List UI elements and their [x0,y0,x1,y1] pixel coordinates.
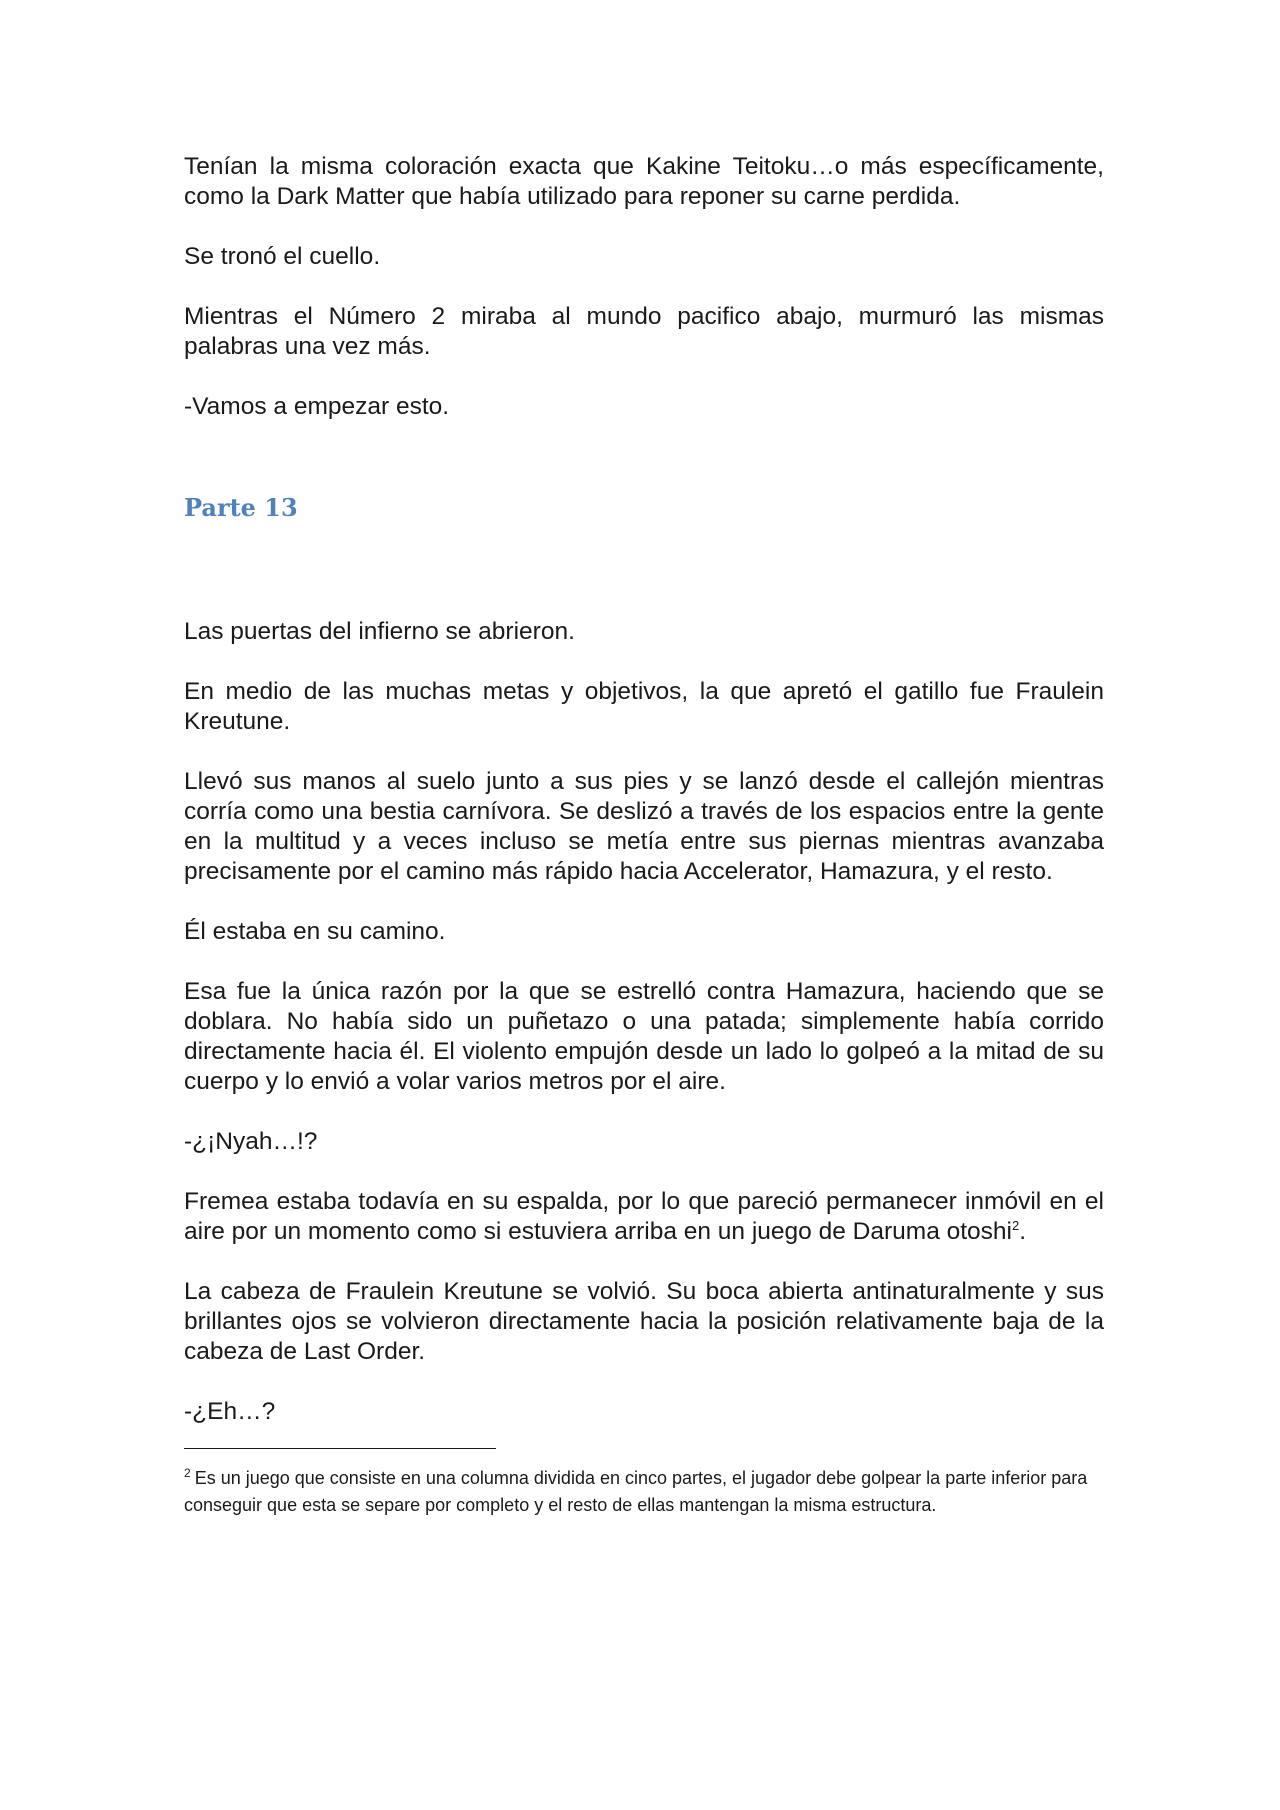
footnote-number: 2 [184,1466,191,1480]
paragraph-end: . [1019,1218,1027,1245]
paragraph-with-footnote [184,1187,1104,1247]
paragraph: -¿¡Nyah…!? [184,1128,318,1155]
footnote-text: Es un juego que consiste en una columna dividida en cinco partes, el jugador debe golpear la parte inferior para conseguir que esta se separe por completo y el resto de ellas mantengan la misma estructura. [184,1468,1088,1515]
paragraph: Mientras el Número 2 miraba al mundo pacifico abajo, murmuró las mismas palabras una vez más. [184,303,1104,360]
paragraph: La cabeza de Fraulein Kreutune se volvió. Su boca abierta antinaturalmente y sus brillantes ojos se volvieron directamente hacia la posición relativamente baja de la cabeza de Last Order. [184,1278,1104,1365]
footnote-reference[interactable]: 2 [1012,1217,1020,1233]
paragraph: -Vamos a empezar esto. [184,393,450,420]
paragraph: Tenían la misma coloración exacta que Kakine Teitoku…o más específicamente, como la Dark Matter que había utilizado para reponer su carne perdida. [184,153,1104,210]
footnote [184,1465,1104,1519]
paragraph: Se tronó el cuello. [184,243,381,270]
paragraph: Él estaba en su camino. [184,918,446,945]
paragraph-text: Fremea estaba todavía en su espalda, por lo que pareció permanecer inmóvil en el aire por un momento como si estuviera arriba en un juego de Daruma otoshi [184,1188,1104,1245]
paragraph: Llevó sus manos al suelo junto a sus pies y se lanzó desde el callejón mientras corría como una bestia carnívora. Se deslizó a través de los espacios entre la gente en la multitud y a veces incluso se metía entre sus piernas mientras avanzaba precisamente por el camino más rápido hacia Accelerator, Hamazura, y el resto. [184,768,1104,885]
paragraph: -¿Eh…? [184,1398,276,1425]
document-page [184,152,1104,1519]
footnote-separator [184,1448,496,1449]
paragraph: Esa fue la única razón por la que se estrelló contra Hamazura, haciendo que se doblara. No había sido un puñetazo o una patada; simplemente había corrido directamente hacia él. El violento empujón desde un lado lo golpeó a la mitad de su cuerpo y lo envió a volar varios metros por el aire. [184,978,1104,1095]
paragraph: En medio de las muchas metas y objetivos, la que apretó el gatillo fue Fraulein Kreutune. [184,678,1104,735]
section-heading: Parte 13 [184,493,298,522]
paragraph: Las puertas del infierno se abrieron. [184,618,575,645]
